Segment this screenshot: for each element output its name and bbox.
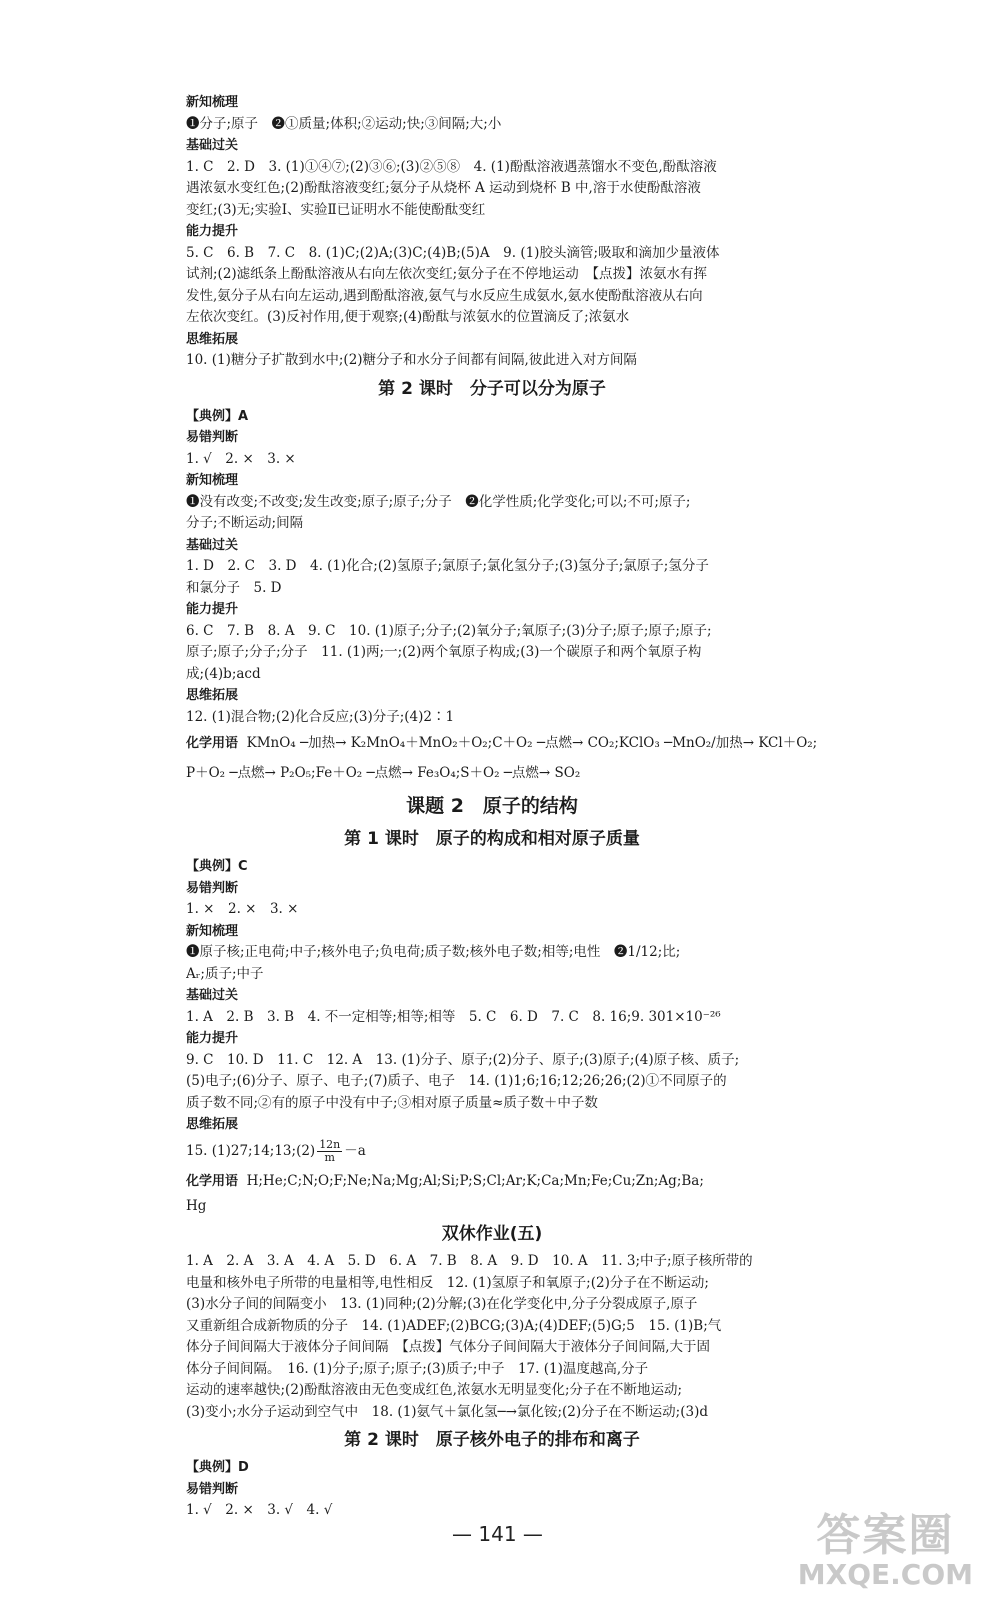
answer-line: (3)变小;水分子运动到空气中 18. (1)氨气＋氯化氢─→氯化铵;(2)分子在不断运动;(3)d bbox=[186, 1403, 708, 1420]
watermark-main: 答案圈 bbox=[816, 1510, 955, 1561]
answer-line: 又重新组合成新物质的分子 14. (1)ADEF;(2)BCG;(3)A;(4)DEF;(5)G;5 15. (1)B;气 bbox=[186, 1317, 722, 1334]
answer-line: (3)水分子间的间隔变小 13. (1)同种;(2)分解;(3)在化学变化中,分子分裂成原子,原子 bbox=[186, 1296, 698, 1312]
fraction-numerator: 12n bbox=[319, 1137, 341, 1151]
heading-yicuo: 易错判断 bbox=[186, 1481, 239, 1497]
answer-line: 6. C 7. B 8. A 9. C 10. (1)原子;分子;(2)氧分子;氧原子;(3)分子;原子;原子;原子; bbox=[186, 622, 712, 639]
answer-line: 1. A 2. B 3. B 4. 不一定相等;相等;相等 5. C 6. D 7. C 8. 16;9. 301×10⁻²⁶ bbox=[186, 1008, 721, 1025]
heading-nengli: 能力提升 bbox=[186, 1031, 239, 1046]
heading-xinzhi: 新知梳理 bbox=[186, 473, 239, 488]
answer-line: 发性,氨分子从右向左运动,遇到酚酞溶液,氨气与水反应生成氨水,氨水使酚酞溶液从右向 bbox=[186, 287, 703, 304]
page-number: — 141 — bbox=[452, 1522, 543, 1546]
answer-line: 分子;不断运动;间隔 bbox=[186, 515, 304, 531]
heading-siwei: 思维拓展 bbox=[186, 331, 239, 347]
lesson-title: 第 1 课时 原子的构成和相对原子质量 bbox=[344, 829, 640, 849]
heading-chem: 化学用语 bbox=[186, 736, 239, 751]
answer-line: 1. × 2. × 3. × bbox=[186, 901, 299, 917]
element-symbols-line bbox=[186, 1166, 798, 1196]
fraction-denominator: m bbox=[324, 1150, 335, 1164]
heading-yicuo: 易错判断 bbox=[186, 430, 239, 445]
answer-line: 9. C 10. D 11. C 12. A 13. (1)分子、原子;(2)分子、原子;(3)原子;(4)原子核、质子; bbox=[186, 1051, 740, 1068]
typical-example: 【典例】C bbox=[186, 859, 248, 874]
heading-jichu: 基础过关 bbox=[186, 537, 239, 553]
answer-line: 1. D 2. C 3. D 4. (1)化合;(2)氢原子;氯原子;氯化氢分子;(3)氢分子;氯原子;氢分子 bbox=[186, 558, 709, 574]
answer-line: Aᵣ;质子;中子 bbox=[186, 965, 264, 982]
answer-line: 试剂;(2)滤纸条上酚酞溶液从右向左依次变红;氨分子在不停地运动 【点拨】浓氨水有挥 bbox=[186, 266, 707, 282]
answer-content bbox=[186, 92, 818, 1522]
chem-equations-line bbox=[186, 728, 818, 758]
answer-line: 和氯分子 5. D bbox=[186, 579, 282, 596]
heading-jichu: 基础过关 bbox=[186, 988, 239, 1003]
answer-line: 1. √ 2. × 3. √ 4. √ bbox=[186, 1502, 333, 1518]
heading-siwei: 思维拓展 bbox=[186, 688, 239, 703]
answer-line: 运动的速率越快;(2)酚酞溶液由无色变成红色,浓氨水无明显变化;分子在不断地运动; bbox=[186, 1382, 683, 1398]
answer-line: (5)电子;(6)分子、原子、电子;(7)质子、电子 14. (1)1;6;16;12;26;26;(2)①不同原子的 bbox=[186, 1073, 727, 1089]
answer-line: 变红;(3)无;实验Ⅰ、实验Ⅱ已证明水不能使酚酞变红 bbox=[186, 201, 486, 218]
answer-line: 电量和核外电子所带的电量相等,电性相反 12. (1)氢原子和氧原子;(2)分子在不断运动; bbox=[186, 1274, 709, 1291]
topic-title: 课题 2 原子的结构 bbox=[406, 795, 578, 817]
heading-xinzhi: 新知梳理 bbox=[186, 923, 239, 939]
answer-line-fraction bbox=[186, 1136, 798, 1166]
heading-jichu: 基础过关 bbox=[186, 138, 239, 153]
answer-text: 15. (1)27;14;13;(2) bbox=[186, 1142, 316, 1159]
typical-example: 【典例】A bbox=[186, 408, 249, 424]
answer-line: 左依次变红。(3)反衬作用,便于观察;(4)酚酞与浓氨水的位置滴反了;浓氨水 bbox=[186, 309, 630, 325]
answer-line: ❶没有改变;不改变;发生改变;原子;原子;分子 ❷化学性质;化学变化;可以;不可;原子; bbox=[186, 493, 691, 510]
answer-line: 原子;原子;分子;分子 11. (1)两;一;(2)两个氧原子构成;(3)一个碳原子和两个氧原子构 bbox=[186, 644, 702, 660]
answer-line: 遇浓氨水变红色;(2)酚酞溶液变红;氨分子从烧杯 A 运动到烧杯 B 中,溶于水使酚酞溶液 bbox=[186, 180, 701, 196]
answer-line: 12. (1)混合物;(2)化合反应;(3)分子;(4)2∶1 bbox=[186, 708, 455, 725]
answer-line: 1. C 2. D 3. (1)①④⑦;(2)③⑥;(3)②⑤⑧ 4. (1)酚酞溶液遇蒸馏水不变色,酚酞溶液 bbox=[186, 158, 717, 175]
answer-line: 1. A 2. A 3. A 4. A 5. D 6. A 7. B 8. A 9. D 10. A 11. 3;中子;原子核所带的 bbox=[186, 1253, 753, 1269]
typical-example: 【典例】D bbox=[186, 1460, 249, 1475]
fraction bbox=[317, 1139, 342, 1164]
answer-line: ❶分子;原子 ❷①质量;体积;②运动;快;③间隔;大;小 bbox=[186, 115, 502, 132]
answer-line: 5. C 6. B 7. C 8. (1)C;(2)A;(3)C;(4)B;(5)A 9. (1)胶头滴管;吸取和滴加少量液体 bbox=[186, 244, 720, 261]
heading-yicuo: 易错判断 bbox=[186, 880, 239, 896]
answer-line: 体分子间间隔。 16. (1)分子;原子;原子;(3)质子;中子 17. (1)温度越高,分子 bbox=[186, 1360, 649, 1377]
answer-line: 1. √ 2. × 3. × bbox=[186, 450, 296, 467]
heading-xinzhi: 新知梳理 bbox=[186, 95, 239, 110]
heading-chem: 化学用语 bbox=[186, 1173, 239, 1189]
chem-equation: P＋O₂ ─点燃→ P₂O₅;Fe＋O₂ ─点燃→ Fe₃O₄;S＋O₂ ─点燃→ SO₂ bbox=[186, 765, 581, 781]
heading-siwei: 思维拓展 bbox=[186, 1117, 239, 1132]
answer-line: 体分子间间隔大于液体分子间间隔 【点拨】气体分子间间隔大于液体分子间间隔,大于固 bbox=[186, 1339, 711, 1355]
lesson-title: 第 2 课时 分子可以分为原子 bbox=[378, 378, 606, 399]
answer-line: 成;(4)b;acd bbox=[186, 665, 261, 682]
watermark-sub: MXQE.COM bbox=[797, 1558, 973, 1591]
answer-line: 质子数不同;②有的原子中没有中子;③相对原子质量≈质子数＋中子数 bbox=[186, 1094, 598, 1111]
chem-equation: KMnO₄ ─加热→ K₂MnO₄＋MnO₂＋O₂;C＋O₂ ─点燃→ CO₂;KClO₃ ─MnO₂/加热→ KCl＋O₂; bbox=[246, 735, 818, 751]
element-symbols: H;He;C;N;O;F;Ne;Na;Mg;Al;Si;P;S;Cl;Ar;K;Ca;Mn;Fe;Cu;Zn;Ag;Ba; bbox=[246, 1172, 704, 1189]
heading-nengli: 能力提升 bbox=[186, 224, 239, 239]
element-symbols: Hg bbox=[186, 1197, 207, 1214]
heading-nengli: 能力提升 bbox=[186, 602, 239, 617]
lesson-title: 第 2 课时 原子核外电子的排布和离子 bbox=[344, 1430, 640, 1450]
answer-text: －a bbox=[344, 1142, 366, 1159]
watermark-logo bbox=[798, 1512, 973, 1590]
homework-title: 双休作业(五) bbox=[441, 1224, 543, 1244]
answer-line: 10. (1)糖分子扩散到水中;(2)糖分子和水分子间都有间隔,彼此进入对方间隔 bbox=[186, 352, 637, 368]
answer-line: ❶原子核;正电荷;中子;核外电子;负电荷;质子数;核外电子数;相等;电性 ❷1/12;比; bbox=[186, 944, 681, 960]
